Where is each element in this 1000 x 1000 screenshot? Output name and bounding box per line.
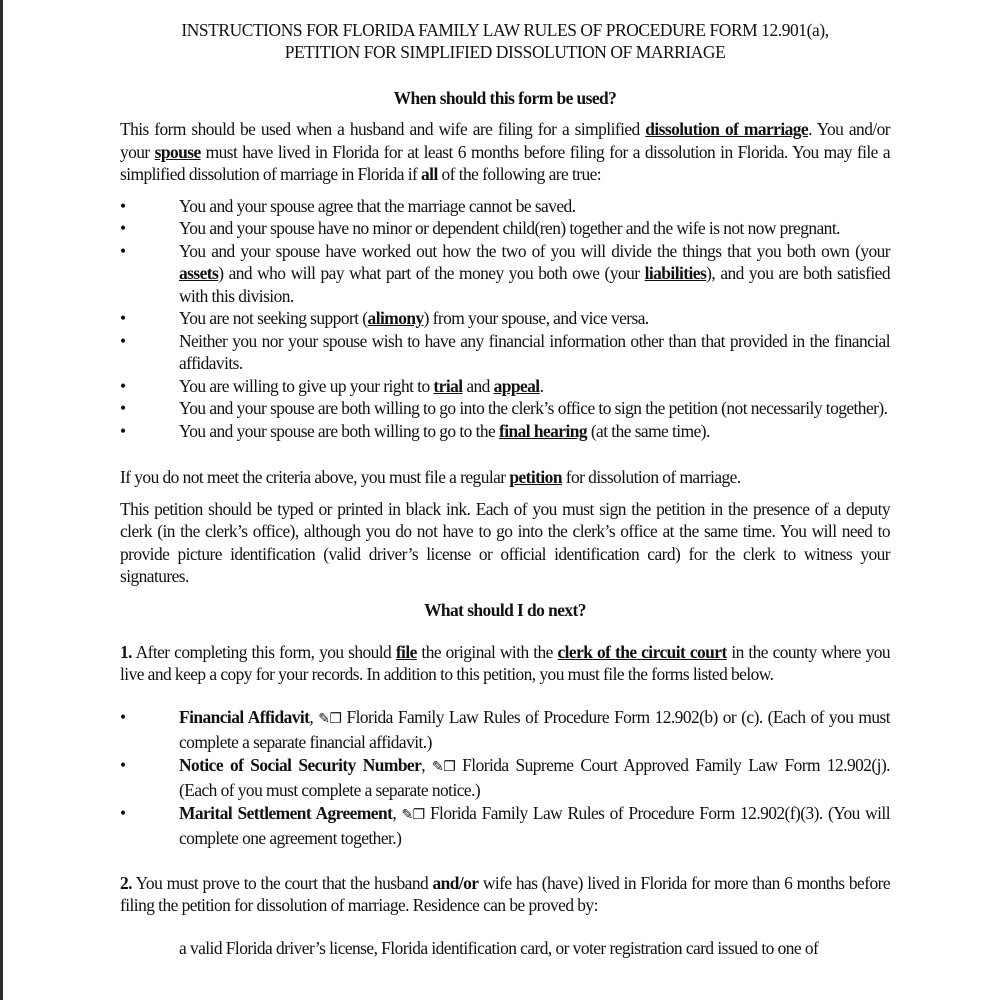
term-appeal[interactable]: appeal: [493, 375, 540, 396]
form-icon: ✎❐: [432, 759, 456, 775]
step-2-paragraph: 2. You must prove to the court that the husband and/or wife has (have) lived in Florida for more than 6 months before filing the petition for dissolution of marriage. Residence can be proved by:: [120, 872, 890, 915]
term-final-hearing[interactable]: final hearing: [498, 420, 588, 441]
document-page: [120, 19, 890, 959]
term-dissolution-of-marriage[interactable]: dissolution of marriage: [645, 119, 809, 139]
term-clerk-of-the-circuit-court[interactable]: clerk of the circuit court: [557, 641, 727, 662]
term-assets[interactable]: assets: [179, 263, 219, 283]
section-heading-next: What should I do next?: [424, 599, 586, 620]
criteria-paragraph: If you do not meet the criteria above, you must file a regular petition for dissolution of marriage.: [120, 467, 741, 487]
residence-proof-partial-line: a valid Florida driver’s license, Florida identification card, or voter registration card issued to one of: [179, 937, 819, 958]
list-item: • You and your spouse agree that the marriage cannot be saved.: [120, 195, 576, 216]
term-spouse[interactable]: spouse: [154, 141, 201, 162]
term-alimony[interactable]: alimony: [367, 308, 424, 328]
list-item: • You and your spouse have worked out how the two of you will divide the things that you both own (your assets) and who will pay what part of the money you both owe (your liabilities), and you are both satisfied with this division.: [120, 240, 890, 306]
list-item: • You are not seeking support (alimony) from your spouse, and vice versa.: [120, 308, 649, 328]
term-petition[interactable]: petition: [509, 467, 562, 487]
section-heading-when: When should this form be used?: [393, 88, 617, 108]
intro-paragraph: This form should be used when a husband and wife are filing for a simplified dissolution of marriage. You and/or your spouse must have lived in Florida for at least 6 months before filing for a dissolution in Florida. You may file a simplified dissolution of marriage in Florida if all of the following are true:: [120, 119, 891, 184]
typed-instructions-paragraph: This petition should be typed or printed in black ink. Each of you must sign the petition in the presence of a deputy clerk (in the clerk’s office), although you do not have to go into the clerk’s office at the same time. You will need to provide picture identification (valid driver’s license or official identification card) for the clerk to witness your signatures.: [120, 498, 890, 586]
list-item: • You and your spouse are both willing to go into the clerk’s office to sign the petition (not necessarily together).: [120, 398, 888, 418]
list-item: • Notice of Social Security Number, ✎❐ Florida Supreme Court Approved Family Law Form 12.902(j). (Each of you must complete a separate notice.): [120, 754, 890, 800]
form-icon: ✎❐: [318, 711, 342, 727]
list-item: • Financial Affidavit, ✎❐ Florida Family Law Rules of Procedure Form 12.902(b) or (c). (Each of you must complete a separate financial affidavit.): [120, 706, 890, 752]
term-file[interactable]: file: [395, 641, 417, 662]
required-forms-list: [120, 706, 890, 850]
list-item: • You and your spouse have no minor or dependent child(ren) together and the wife is not now pregnant.: [120, 218, 840, 238]
form-icon: ✎❐: [401, 807, 425, 823]
step-1-paragraph: 1. After completing this form, you should file the original with the clerk of the circuit court in the county where you live and keep a copy for your records. In addition to this petition, you must file the forms listed below.: [120, 641, 891, 684]
list-item: • You and your spouse are both willing to go to the final hearing (at the same time).: [120, 420, 710, 441]
term-trial[interactable]: trial: [433, 375, 463, 396]
list-item: • Neither you nor your spouse wish to have any financial information other than that provided in the financial affidavits.: [120, 330, 890, 373]
list-item: • You are willing to give up your right to trial and appeal.: [120, 375, 544, 396]
list-item: • Marital Settlement Agreement, ✎❐ Florida Family Law Rules of Procedure Form 12.902(f)(3). (You will complete one agreement together.): [120, 802, 890, 848]
document-title-line1: INSTRUCTIONS FOR FLORIDA FAMILY LAW RULES OF PROCEDURE FORM 12.901(a),: [181, 20, 829, 40]
criteria-list: [120, 195, 890, 443]
page-left-border: [0, 0, 3, 1000]
term-liabilities[interactable]: liabilities: [644, 263, 707, 283]
document-title-line2: PETITION FOR SIMPLIFIED DISSOLUTION OF MARRIAGE: [284, 42, 726, 62]
